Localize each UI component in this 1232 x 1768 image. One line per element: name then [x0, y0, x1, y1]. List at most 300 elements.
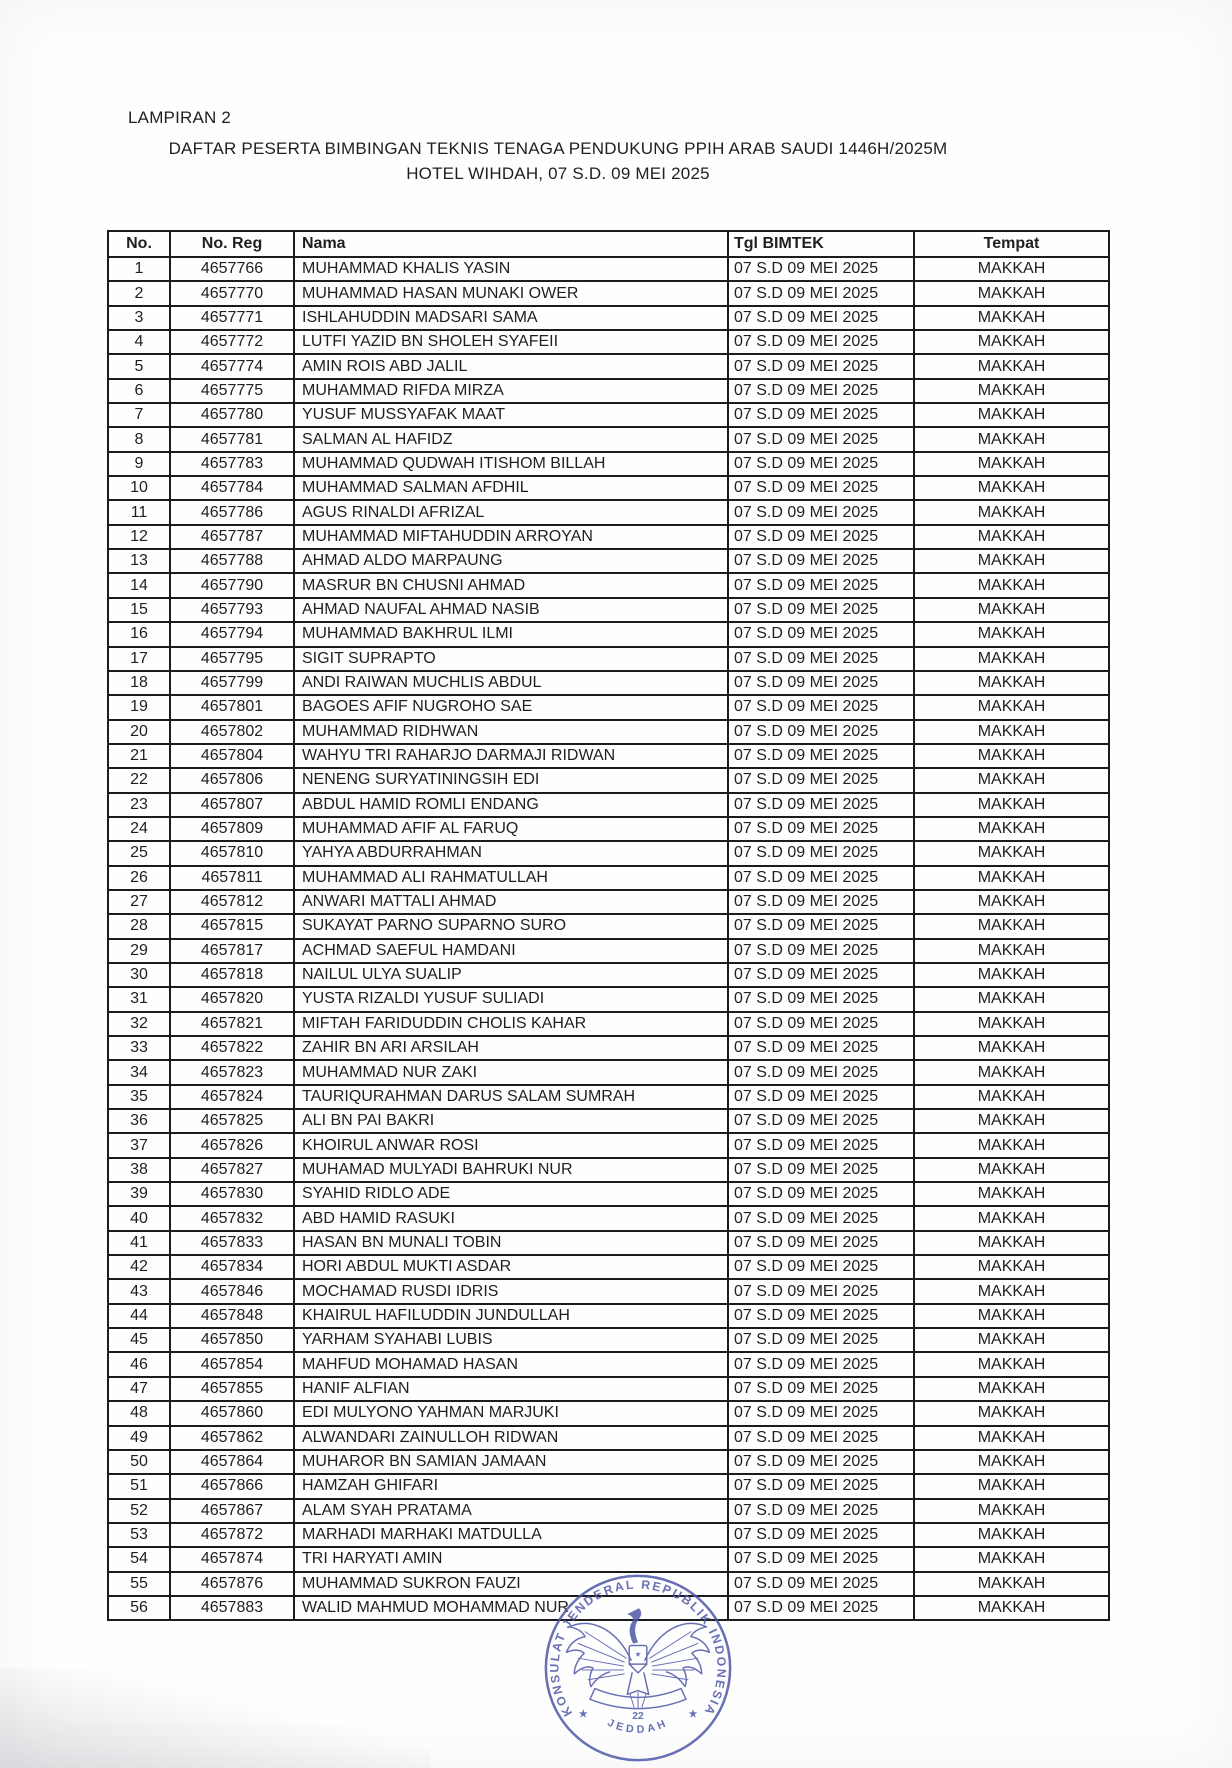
cell-tgl-bimtek: 07 S.D 09 MEI 2025: [728, 1523, 914, 1547]
cell-tempat: MAKKAH: [914, 1596, 1109, 1620]
cell-no-reg: 4657832: [170, 1206, 294, 1230]
cell-tempat: MAKKAH: [914, 939, 1109, 963]
cell-tgl-bimtek: 07 S.D 09 MEI 2025: [728, 1109, 914, 1133]
cell-nama: ALWANDARI ZAINULLOH RIDWAN: [294, 1426, 728, 1450]
cell-nama: ALI BN PAI BAKRI: [294, 1109, 728, 1133]
table-row: [108, 573, 1109, 597]
table-row: [108, 1426, 1109, 1450]
cell-no-reg: 4657802: [170, 720, 294, 744]
header-no-reg: No. Reg: [170, 231, 294, 257]
cell-nama: MUHAMMAD HASAN MUNAKI OWER: [294, 281, 728, 305]
cell-no: 33: [108, 1036, 170, 1060]
cell-no-reg: 4657876: [170, 1572, 294, 1596]
cell-tempat: MAKKAH: [914, 914, 1109, 938]
cell-tgl-bimtek: 07 S.D 09 MEI 2025: [728, 1231, 914, 1255]
table-row: [108, 549, 1109, 573]
cell-tgl-bimtek: 07 S.D 09 MEI 2025: [728, 939, 914, 963]
cell-nama: EDI MULYONO YAHMAN MARJUKI: [294, 1401, 728, 1425]
seal-city-text: JEDDAH: [605, 1716, 671, 1736]
cell-tgl-bimtek: 07 S.D 09 MEI 2025: [728, 281, 914, 305]
table-row: [108, 841, 1109, 865]
cell-nama: MUHAMMAD RIFDA MIRZA: [294, 379, 728, 403]
cell-no: 45: [108, 1328, 170, 1352]
cell-no: 15: [108, 598, 170, 622]
cell-tgl-bimtek: 07 S.D 09 MEI 2025: [728, 647, 914, 671]
cell-no: 21: [108, 744, 170, 768]
cell-nama: BAGOES AFIF NUGROHO SAE: [294, 695, 728, 719]
table-row: [108, 379, 1109, 403]
cell-nama: WALID MAHMUD MOHAMMAD NUR: [294, 1596, 728, 1620]
cell-tgl-bimtek: 07 S.D 09 MEI 2025: [728, 1206, 914, 1230]
cell-no-reg: 4657770: [170, 281, 294, 305]
cell-no: 27: [108, 890, 170, 914]
cell-nama: MUHAROR BN SAMIAN JAMAAN: [294, 1450, 728, 1474]
cell-nama: YUSUF MUSSYAFAK MAAT: [294, 403, 728, 427]
cell-nama: HANIF ALFIAN: [294, 1377, 728, 1401]
cell-no: 4: [108, 330, 170, 354]
cell-no-reg: 4657784: [170, 476, 294, 500]
table-row: [108, 1352, 1109, 1376]
cell-tempat: MAKKAH: [914, 1474, 1109, 1498]
cell-nama: MUHAMMAD NUR ZAKI: [294, 1060, 728, 1084]
table-row: [108, 1450, 1109, 1474]
cell-tempat: MAKKAH: [914, 1255, 1109, 1279]
cell-tempat: MAKKAH: [914, 549, 1109, 573]
cell-tgl-bimtek: 07 S.D 09 MEI 2025: [728, 257, 914, 281]
cell-no: 9: [108, 452, 170, 476]
attachment-label: LAMPIRAN 2: [128, 108, 232, 127]
document-title-block: [0, 136, 1116, 186]
cell-tgl-bimtek: 07 S.D 09 MEI 2025: [728, 841, 914, 865]
table-row: [108, 720, 1109, 744]
cell-tgl-bimtek: 07 S.D 09 MEI 2025: [728, 963, 914, 987]
table-row: [108, 1572, 1109, 1596]
cell-no: 32: [108, 1012, 170, 1036]
cell-tempat: MAKKAH: [914, 720, 1109, 744]
table-row: [108, 1133, 1109, 1157]
cell-tgl-bimtek: 07 S.D 09 MEI 2025: [728, 695, 914, 719]
cell-no: 8: [108, 427, 170, 451]
cell-no-reg: 4657860: [170, 1401, 294, 1425]
cell-tgl-bimtek: 07 S.D 09 MEI 2025: [728, 1304, 914, 1328]
cell-no: 25: [108, 841, 170, 865]
cell-no-reg: 4657834: [170, 1255, 294, 1279]
cell-no-reg: 4657820: [170, 987, 294, 1011]
table-row: [108, 793, 1109, 817]
cell-nama: HASAN BN MUNALI TOBIN: [294, 1231, 728, 1255]
cell-tgl-bimtek: 07 S.D 09 MEI 2025: [728, 427, 914, 451]
cell-tempat: MAKKAH: [914, 306, 1109, 330]
cell-tempat: MAKKAH: [914, 403, 1109, 427]
cell-tempat: MAKKAH: [914, 330, 1109, 354]
cell-tgl-bimtek: 07 S.D 09 MEI 2025: [728, 1036, 914, 1060]
cell-no: 44: [108, 1304, 170, 1328]
cell-no: 55: [108, 1572, 170, 1596]
cell-nama: MUHAMMAD KHALIS YASIN: [294, 257, 728, 281]
cell-no: 1: [108, 257, 170, 281]
cell-no: 51: [108, 1474, 170, 1498]
cell-tempat: MAKKAH: [914, 1279, 1109, 1303]
cell-no: 6: [108, 379, 170, 403]
cell-no: 7: [108, 403, 170, 427]
cell-tgl-bimtek: 07 S.D 09 MEI 2025: [728, 403, 914, 427]
cell-no-reg: 4657787: [170, 525, 294, 549]
cell-nama: MAHFUD MOHAMAD HASAN: [294, 1352, 728, 1376]
table-row: [108, 817, 1109, 841]
cell-tempat: MAKKAH: [914, 1304, 1109, 1328]
cell-nama: YUSTA RIZALDI YUSUF SULIADI: [294, 987, 728, 1011]
cell-nama: MASRUR BN CHUSNI AHMAD: [294, 573, 728, 597]
cell-nama: LUTFI YAZID BN SHOLEH SYAFEII: [294, 330, 728, 354]
cell-tempat: MAKKAH: [914, 1085, 1109, 1109]
cell-no: 46: [108, 1352, 170, 1376]
cell-nama: SUKAYAT PARNO SUPARNO SURO: [294, 914, 728, 938]
table-row: [108, 1304, 1109, 1328]
svg-text:JEDDAH: [606, 1717, 671, 1736]
cell-nama: ANWARI MATTALI AHMAD: [294, 890, 728, 914]
cell-no-reg: 4657774: [170, 354, 294, 378]
cell-tempat: MAKKAH: [914, 257, 1109, 281]
cell-nama: KHOIRUL ANWAR ROSI: [294, 1133, 728, 1157]
cell-tgl-bimtek: 07 S.D 09 MEI 2025: [728, 1182, 914, 1206]
cell-tgl-bimtek: 07 S.D 09 MEI 2025: [728, 476, 914, 500]
cell-tgl-bimtek: 07 S.D 09 MEI 2025: [728, 525, 914, 549]
cell-tgl-bimtek: 07 S.D 09 MEI 2025: [728, 866, 914, 890]
cell-tempat: MAKKAH: [914, 622, 1109, 646]
table-row: [108, 452, 1109, 476]
cell-no-reg: 4657850: [170, 1328, 294, 1352]
table-row: [108, 476, 1109, 500]
cell-no-reg: 4657786: [170, 500, 294, 524]
table-row: [108, 987, 1109, 1011]
cell-nama: SYAHID RIDLO ADE: [294, 1182, 728, 1206]
table-row: [108, 622, 1109, 646]
cell-nama: ISHLAHUDDIN MADSARI SAMA: [294, 306, 728, 330]
cell-tempat: MAKKAH: [914, 452, 1109, 476]
cell-nama: NAILUL ULYA SUALIP: [294, 963, 728, 987]
cell-tempat: MAKKAH: [914, 1377, 1109, 1401]
cell-tgl-bimtek: 07 S.D 09 MEI 2025: [728, 330, 914, 354]
cell-tempat: MAKKAH: [914, 1426, 1109, 1450]
cell-nama: AGUS RINALDI AFRIZAL: [294, 500, 728, 524]
cell-no-reg: 4657812: [170, 890, 294, 914]
cell-tempat: MAKKAH: [914, 1182, 1109, 1206]
cell-no: 41: [108, 1231, 170, 1255]
cell-no-reg: 4657804: [170, 744, 294, 768]
cell-no: 49: [108, 1426, 170, 1450]
cell-no: 36: [108, 1109, 170, 1133]
cell-nama: SIGIT SUPRAPTO: [294, 647, 728, 671]
cell-nama: ABD HAMID RASUKI: [294, 1206, 728, 1230]
seal-star-left-icon: ★: [578, 1709, 588, 1720]
cell-nama: AHMAD NAUFAL AHMAD NASIB: [294, 598, 728, 622]
cell-nama: WAHYU TRI RAHARJO DARMAJI RIDWAN: [294, 744, 728, 768]
cell-nama: MUHAMAD MULYADI BAHRUKI NUR: [294, 1158, 728, 1182]
table-row: [108, 354, 1109, 378]
table-row: [108, 1255, 1109, 1279]
cell-no: 5: [108, 354, 170, 378]
cell-nama: HORI ABDUL MUKTI ASDAR: [294, 1255, 728, 1279]
cell-tgl-bimtek: 07 S.D 09 MEI 2025: [728, 549, 914, 573]
table-row: [108, 257, 1109, 281]
cell-tgl-bimtek: 07 S.D 09 MEI 2025: [728, 1596, 914, 1620]
cell-no: 40: [108, 1206, 170, 1230]
cell-no-reg: 4657833: [170, 1231, 294, 1255]
cell-no-reg: 4657799: [170, 671, 294, 695]
cell-tgl-bimtek: 07 S.D 09 MEI 2025: [728, 1255, 914, 1279]
cell-no-reg: 4657867: [170, 1499, 294, 1523]
cell-nama: TRI HARYATI AMIN: [294, 1547, 728, 1571]
cell-tgl-bimtek: 07 S.D 09 MEI 2025: [728, 793, 914, 817]
cell-no-reg: 4657821: [170, 1012, 294, 1036]
cell-no: 47: [108, 1377, 170, 1401]
cell-no-reg: 4657848: [170, 1304, 294, 1328]
cell-no-reg: 4657801: [170, 695, 294, 719]
cell-no: 13: [108, 549, 170, 573]
cell-tempat: MAKKAH: [914, 866, 1109, 890]
cell-nama: MUHAMMAD QUDWAH ITISHOM BILLAH: [294, 452, 728, 476]
seal-star-right-icon: ★: [688, 1709, 698, 1720]
cell-no: 20: [108, 720, 170, 744]
cell-nama: ALAM SYAH PRATAMA: [294, 1499, 728, 1523]
cell-tgl-bimtek: 07 S.D 09 MEI 2025: [728, 1085, 914, 1109]
cell-tgl-bimtek: 07 S.D 09 MEI 2025: [728, 1450, 914, 1474]
cell-tempat: MAKKAH: [914, 768, 1109, 792]
cell-tempat: MAKKAH: [914, 817, 1109, 841]
table-row: [108, 1060, 1109, 1084]
participant-table: [107, 230, 1110, 1621]
cell-tempat: MAKKAH: [914, 573, 1109, 597]
cell-nama: ZAHIR BN ARI ARSILAH: [294, 1036, 728, 1060]
cell-no: 39: [108, 1182, 170, 1206]
cell-no-reg: 4657783: [170, 452, 294, 476]
cell-tgl-bimtek: 07 S.D 09 MEI 2025: [728, 573, 914, 597]
cell-no-reg: 4657866: [170, 1474, 294, 1498]
cell-tgl-bimtek: 07 S.D 09 MEI 2025: [728, 817, 914, 841]
cell-no-reg: 4657772: [170, 330, 294, 354]
cell-nama: ACHMAD SAEFUL HAMDANI: [294, 939, 728, 963]
cell-tgl-bimtek: 07 S.D 09 MEI 2025: [728, 354, 914, 378]
cell-tgl-bimtek: 07 S.D 09 MEI 2025: [728, 598, 914, 622]
cell-nama: NENENG SURYATININGSIH EDI: [294, 768, 728, 792]
table-row: [108, 1158, 1109, 1182]
table-row: [108, 1547, 1109, 1571]
cell-no-reg: 4657817: [170, 939, 294, 963]
cell-tgl-bimtek: 07 S.D 09 MEI 2025: [728, 1158, 914, 1182]
cell-tempat: MAKKAH: [914, 379, 1109, 403]
cell-tgl-bimtek: 07 S.D 09 MEI 2025: [728, 500, 914, 524]
cell-no: 30: [108, 963, 170, 987]
cell-no-reg: 4657818: [170, 963, 294, 987]
cell-tempat: MAKKAH: [914, 695, 1109, 719]
cell-no: 28: [108, 914, 170, 938]
cell-no: 37: [108, 1133, 170, 1157]
cell-tempat: MAKKAH: [914, 793, 1109, 817]
cell-no: 35: [108, 1085, 170, 1109]
table-row: [108, 1377, 1109, 1401]
cell-tempat: MAKKAH: [914, 1328, 1109, 1352]
document-subtitle: HOTEL WIHDAH, 07 S.D. 09 MEI 2025: [406, 164, 710, 183]
cell-no: 14: [108, 573, 170, 597]
table-row: [108, 1109, 1109, 1133]
cell-tempat: MAKKAH: [914, 1206, 1109, 1230]
cell-tempat: MAKKAH: [914, 890, 1109, 914]
cell-no-reg: 4657766: [170, 257, 294, 281]
cell-no-reg: 4657788: [170, 549, 294, 573]
table-row: [108, 647, 1109, 671]
table-row: [108, 671, 1109, 695]
table-row: [108, 939, 1109, 963]
table-row: [108, 1182, 1109, 1206]
cell-no: 24: [108, 817, 170, 841]
cell-no: 19: [108, 695, 170, 719]
cell-tgl-bimtek: 07 S.D 09 MEI 2025: [728, 1279, 914, 1303]
cell-no: 42: [108, 1255, 170, 1279]
table-row: [108, 695, 1109, 719]
cell-tempat: MAKKAH: [914, 963, 1109, 987]
cell-tgl-bimtek: 07 S.D 09 MEI 2025: [728, 452, 914, 476]
cell-nama: MUHAMMAD SALMAN AFDHIL: [294, 476, 728, 500]
garuda-eagle-icon: [566, 1608, 709, 1708]
table-row: [108, 1523, 1109, 1547]
cell-tempat: MAKKAH: [914, 1572, 1109, 1596]
cell-no-reg: 4657823: [170, 1060, 294, 1084]
cell-tgl-bimtek: 07 S.D 09 MEI 2025: [728, 744, 914, 768]
table-row: [108, 1474, 1109, 1498]
cell-tempat: MAKKAH: [914, 1352, 1109, 1376]
cell-tempat: MAKKAH: [914, 1060, 1109, 1084]
header-nama: Nama: [294, 231, 728, 257]
table-row: [108, 1401, 1109, 1425]
cell-no: 17: [108, 647, 170, 671]
table-row: [108, 598, 1109, 622]
cell-no-reg: 4657771: [170, 306, 294, 330]
cell-tgl-bimtek: 07 S.D 09 MEI 2025: [728, 1547, 914, 1571]
cell-no-reg: 4657775: [170, 379, 294, 403]
cell-no-reg: 4657781: [170, 427, 294, 451]
cell-nama: SALMAN AL HAFIDZ: [294, 427, 728, 451]
cell-no: 38: [108, 1158, 170, 1182]
cell-no-reg: 4657811: [170, 866, 294, 890]
cell-no: 43: [108, 1279, 170, 1303]
cell-tempat: MAKKAH: [914, 744, 1109, 768]
cell-no: 10: [108, 476, 170, 500]
cell-no: 23: [108, 793, 170, 817]
cell-nama: MUHAMMAD ALI RAHMATULLAH: [294, 866, 728, 890]
cell-tempat: MAKKAH: [914, 1133, 1109, 1157]
cell-tempat: MAKKAH: [914, 525, 1109, 549]
header-no: No.: [108, 231, 170, 257]
cell-tempat: MAKKAH: [914, 1523, 1109, 1547]
cell-tgl-bimtek: 07 S.D 09 MEI 2025: [728, 987, 914, 1011]
cell-no-reg: 4657830: [170, 1182, 294, 1206]
cell-nama: MUHAMMAD MIFTAHUDDIN ARROYAN: [294, 525, 728, 549]
cell-nama: ABDUL HAMID ROMLI ENDANG: [294, 793, 728, 817]
seal-ring-text: KONSULAT JENDERAL REPUBLIK INDONESIA: [547, 1577, 729, 1719]
cell-no-reg: 4657780: [170, 403, 294, 427]
cell-tgl-bimtek: 07 S.D 09 MEI 2025: [728, 1377, 914, 1401]
cell-tempat: MAKKAH: [914, 500, 1109, 524]
cell-tgl-bimtek: 07 S.D 09 MEI 2025: [728, 914, 914, 938]
cell-tgl-bimtek: 07 S.D 09 MEI 2025: [728, 1474, 914, 1498]
cell-tempat: MAKKAH: [914, 1109, 1109, 1133]
cell-tgl-bimtek: 07 S.D 09 MEI 2025: [728, 379, 914, 403]
cell-no-reg: 4657790: [170, 573, 294, 597]
cell-no: 18: [108, 671, 170, 695]
cell-tgl-bimtek: 07 S.D 09 MEI 2025: [728, 1499, 914, 1523]
cell-tgl-bimtek: 07 S.D 09 MEI 2025: [728, 1012, 914, 1036]
table-row: [108, 866, 1109, 890]
cell-no: 2: [108, 281, 170, 305]
cell-tgl-bimtek: 07 S.D 09 MEI 2025: [728, 1352, 914, 1376]
cell-tempat: MAKKAH: [914, 1231, 1109, 1255]
cell-tgl-bimtek: 07 S.D 09 MEI 2025: [728, 1133, 914, 1157]
cell-tempat: MAKKAH: [914, 1450, 1109, 1474]
cell-nama: MOCHAMAD RUSDI IDRIS: [294, 1279, 728, 1303]
cell-nama: MUHAMMAD RIDHWAN: [294, 720, 728, 744]
cell-no-reg: 4657793: [170, 598, 294, 622]
cell-tempat: MAKKAH: [914, 987, 1109, 1011]
table-header-row: [108, 231, 1109, 257]
cell-no-reg: 4657874: [170, 1547, 294, 1571]
table-row: [108, 281, 1109, 305]
cell-no-reg: 4657855: [170, 1377, 294, 1401]
cell-no-reg: 4657846: [170, 1279, 294, 1303]
cell-tempat: MAKKAH: [914, 1012, 1109, 1036]
cell-tempat: MAKKAH: [914, 1499, 1109, 1523]
cell-no: 12: [108, 525, 170, 549]
cell-tgl-bimtek: 07 S.D 09 MEI 2025: [728, 1060, 914, 1084]
cell-no: 53: [108, 1523, 170, 1547]
table-row: [108, 330, 1109, 354]
cell-no: 34: [108, 1060, 170, 1084]
table-row: [108, 768, 1109, 792]
cell-no: 3: [108, 306, 170, 330]
cell-tempat: MAKKAH: [914, 281, 1109, 305]
cell-no-reg: 4657809: [170, 817, 294, 841]
cell-tempat: MAKKAH: [914, 1158, 1109, 1182]
cell-no: 50: [108, 1450, 170, 1474]
cell-tgl-bimtek: 07 S.D 09 MEI 2025: [728, 671, 914, 695]
table-row: [108, 403, 1109, 427]
cell-tempat: MAKKAH: [914, 647, 1109, 671]
cell-no: 16: [108, 622, 170, 646]
cell-tempat: MAKKAH: [914, 598, 1109, 622]
cell-no: 29: [108, 939, 170, 963]
cell-nama: MUHAMMAD AFIF AL FARUQ: [294, 817, 728, 841]
cell-no-reg: 4657810: [170, 841, 294, 865]
cell-nama: TAURIQURAHMAN DARUS SALAM SUMRAH: [294, 1085, 728, 1109]
cell-tempat: MAKKAH: [914, 841, 1109, 865]
table-row: [108, 1085, 1109, 1109]
cell-no: 31: [108, 987, 170, 1011]
cell-no-reg: 4657826: [170, 1133, 294, 1157]
table-body: [108, 257, 1109, 1620]
cell-no: 48: [108, 1401, 170, 1425]
table-row: [108, 914, 1109, 938]
cell-tempat: MAKKAH: [914, 671, 1109, 695]
cell-tgl-bimtek: 07 S.D 09 MEI 2025: [728, 720, 914, 744]
cell-no-reg: 4657795: [170, 647, 294, 671]
cell-tempat: MAKKAH: [914, 1401, 1109, 1425]
cell-nama: MUHAMMAD SUKRON FAUZI: [294, 1572, 728, 1596]
cell-tempat: MAKKAH: [914, 476, 1109, 500]
table-row: [108, 890, 1109, 914]
cell-tgl-bimtek: 07 S.D 09 MEI 2025: [728, 1328, 914, 1352]
seal-number: 22: [632, 1710, 644, 1722]
cell-no: 56: [108, 1596, 170, 1620]
table-row: [108, 525, 1109, 549]
